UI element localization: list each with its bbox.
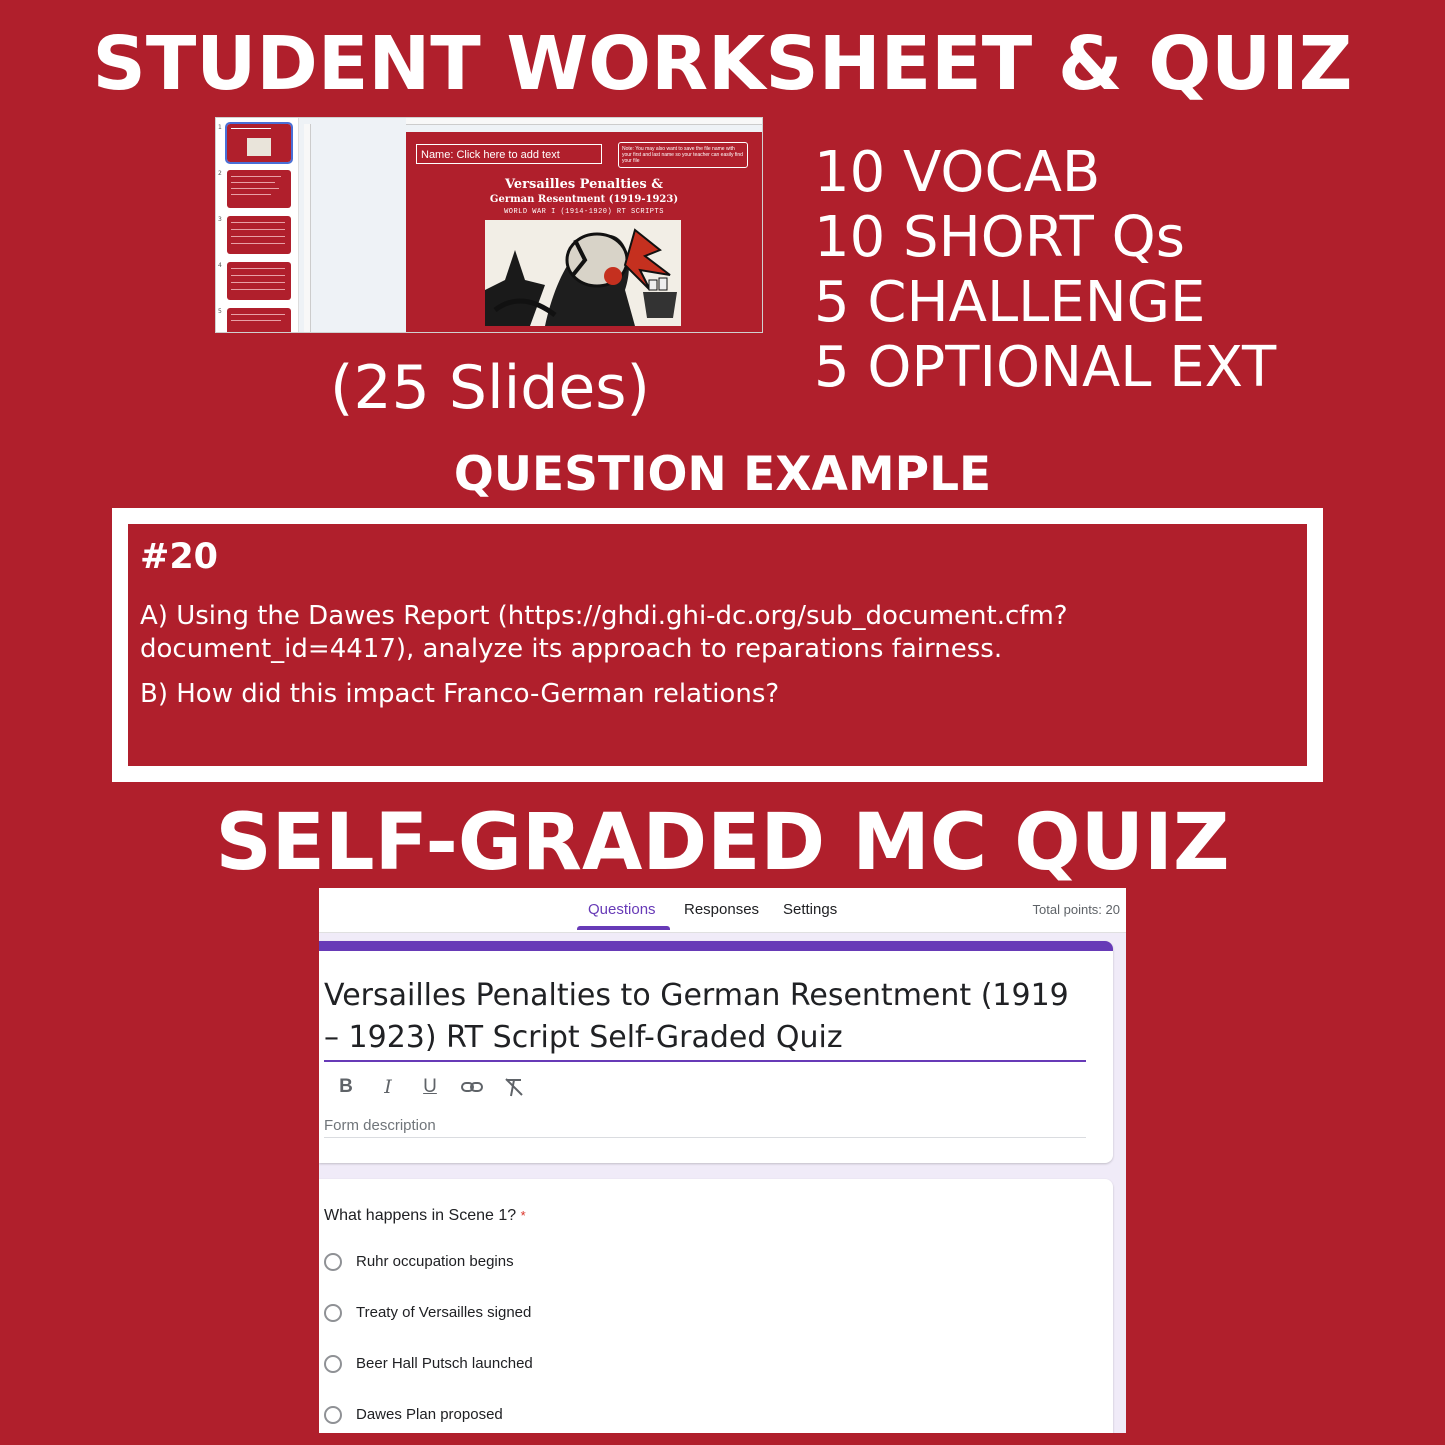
slide-series-label: WORLD WAR I (1914-1920) RT SCRIPTS bbox=[504, 208, 664, 216]
required-marker: * bbox=[520, 1208, 526, 1223]
link-icon[interactable] bbox=[457, 1072, 487, 1102]
horizontal-ruler bbox=[406, 118, 762, 125]
active-tab-indicator bbox=[577, 926, 670, 930]
radio-button[interactable] bbox=[324, 1406, 342, 1424]
slide-subtitle: German Resentment (1919-1923) bbox=[489, 194, 679, 205]
thumbnail-number: 5 bbox=[218, 308, 222, 315]
radio-button[interactable] bbox=[324, 1304, 342, 1322]
question-text bbox=[324, 1205, 526, 1227]
worksheet-headline: STUDENT WORKSHEET & QUIZ bbox=[92, 21, 1353, 107]
total-points: Total points: 20 bbox=[1032, 902, 1120, 917]
optional-extension-count: 5 OPTIONAL EXT bbox=[814, 335, 1277, 400]
slide-thumbnail[interactable] bbox=[227, 262, 291, 300]
slides-count: (25 Slides) bbox=[330, 353, 650, 423]
thumbnail-number: 4 bbox=[218, 262, 222, 269]
slide-title: Versailles Penalties & bbox=[505, 177, 663, 192]
quiz-headline: SELF-GRADED MC QUIZ bbox=[215, 798, 1230, 888]
name-text-box[interactable]: Name: Click here to add text bbox=[416, 144, 602, 164]
challenge-count: 5 CHALLENGE bbox=[814, 270, 1206, 335]
save-note: Note: You may also want to save the file name with your first and last name so your teacher can easily find your file bbox=[618, 142, 748, 168]
woodcut-illustration bbox=[485, 220, 681, 326]
form-tab-bar bbox=[319, 888, 1126, 933]
thumbnail-strip bbox=[216, 118, 299, 332]
question-example-headline: QUESTION EXAMPLE bbox=[453, 447, 992, 502]
slide-canvas bbox=[406, 132, 762, 332]
vocab-count: 10 VOCAB bbox=[814, 140, 1101, 205]
option-label: Ruhr occupation begins bbox=[356, 1253, 514, 1270]
option-label: Beer Hall Putsch launched bbox=[356, 1355, 533, 1372]
thumbnail-number: 2 bbox=[218, 170, 222, 177]
option-label: Treaty of Versailles signed bbox=[356, 1304, 532, 1321]
slide-thumbnail[interactable] bbox=[227, 308, 291, 333]
thumbnail-number: 3 bbox=[218, 216, 222, 223]
form-accent-bar bbox=[319, 941, 1113, 951]
bold-button[interactable]: B bbox=[339, 1076, 353, 1097]
thumbnail-number: 1 bbox=[218, 124, 222, 131]
google-form bbox=[319, 888, 1126, 1433]
tab-settings[interactable]: Settings bbox=[783, 901, 838, 918]
clear-format-icon[interactable] bbox=[499, 1072, 529, 1102]
form-title[interactable]: Versailles Penalties to German Resentment (1919 – 1923) RT Script Self-Graded Quiz bbox=[324, 978, 1069, 1055]
question-example-box bbox=[112, 508, 1323, 782]
slides-preview bbox=[215, 117, 763, 333]
question-example-content bbox=[128, 524, 1307, 766]
title-underline bbox=[324, 1060, 1086, 1062]
question-card bbox=[319, 1179, 1113, 1433]
underline-button[interactable]: U bbox=[423, 1076, 437, 1097]
content-counts bbox=[814, 140, 1434, 400]
vertical-ruler bbox=[304, 124, 311, 332]
slide-thumbnail[interactable] bbox=[227, 124, 291, 162]
tab-responses[interactable]: Responses bbox=[684, 901, 760, 918]
radio-button[interactable] bbox=[324, 1355, 342, 1373]
question-part-a: A) Using the Dawes Report (https://ghdi.ghi-dc.org/sub_document.cfm?document_id=4417), analyze its approach to reparations fairness. bbox=[140, 601, 1068, 664]
slide-thumbnail[interactable] bbox=[227, 216, 291, 254]
radio-button[interactable] bbox=[324, 1253, 342, 1271]
question-label: What happens in Scene 1? bbox=[324, 1207, 517, 1224]
short-questions-count: 10 SHORT Qs bbox=[814, 205, 1185, 270]
question-number: #20 bbox=[140, 537, 219, 577]
description-underline bbox=[324, 1137, 1086, 1138]
italic-button[interactable]: I bbox=[384, 1076, 392, 1098]
option-label: Dawes Plan proposed bbox=[356, 1406, 503, 1423]
form-description-field[interactable]: Form description bbox=[324, 1117, 436, 1134]
question-part-b: B) How did this impact Franco-German relations? bbox=[140, 679, 780, 709]
form-title-card bbox=[319, 941, 1113, 1163]
tab-questions[interactable]: Questions bbox=[588, 901, 656, 918]
slide-thumbnail[interactable] bbox=[227, 170, 291, 208]
